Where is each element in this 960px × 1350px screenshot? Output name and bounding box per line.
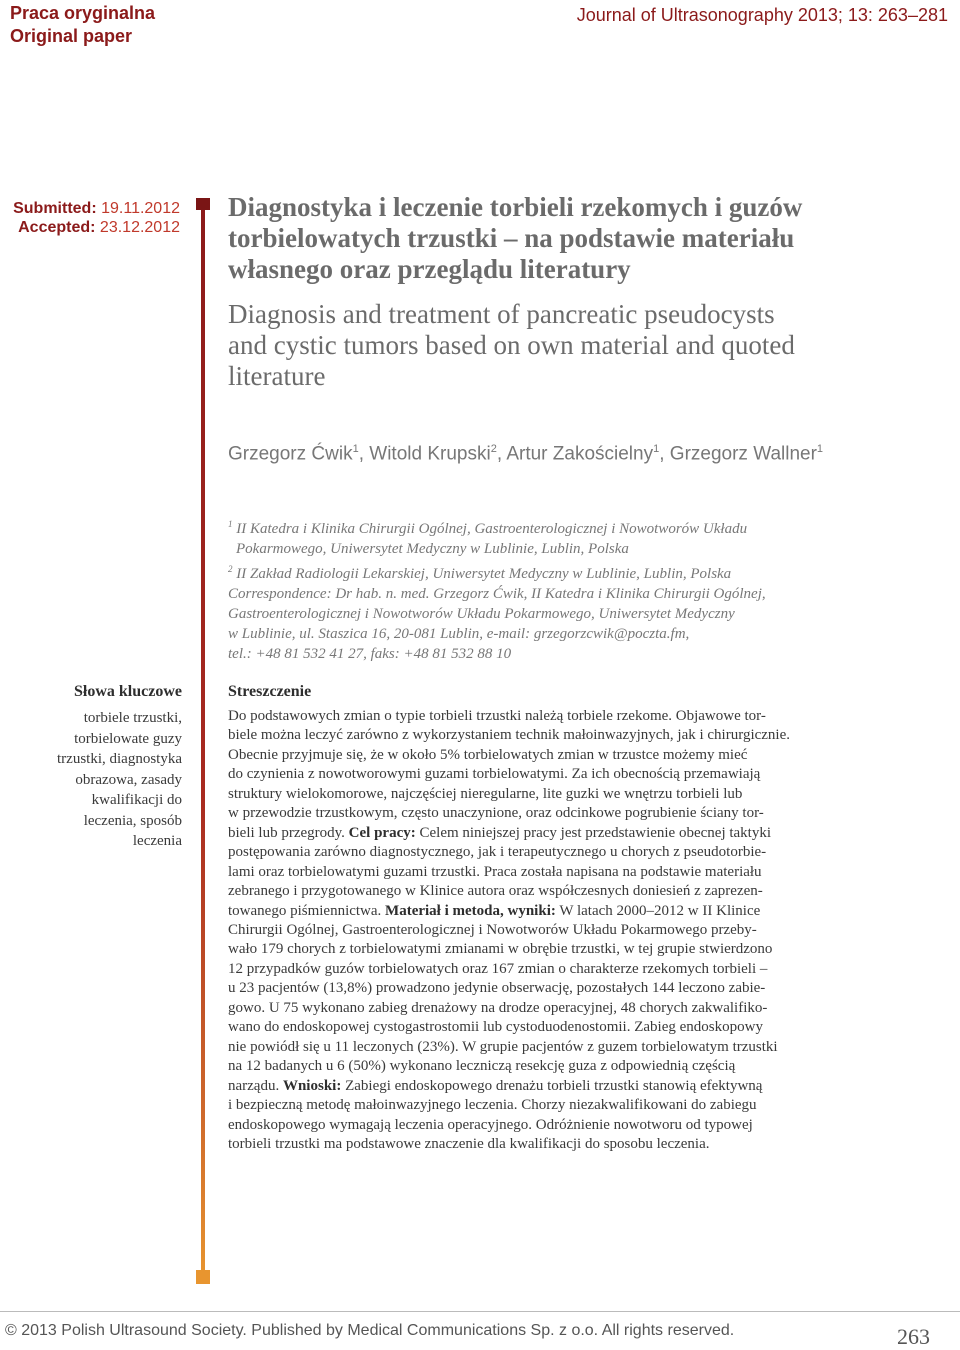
author-name: Grzegorz Wallner bbox=[669, 443, 817, 465]
accepted-date bbox=[8, 218, 180, 237]
keyword-line: kwalifikacji do bbox=[91, 792, 182, 808]
submitted-label: Submitted: bbox=[13, 200, 97, 217]
correspondence-line: Gastroenterologicznej i Nowotworów Układu Pokarmowego, Uniwersytet Medyczny bbox=[228, 606, 735, 622]
section-label-pl: Praca oryginalna bbox=[10, 3, 156, 23]
decorative-vertical-bar bbox=[201, 204, 205, 1278]
abstract-text: bieli lub przegrody. bbox=[228, 824, 349, 841]
abstract-line bbox=[228, 1077, 928, 1096]
submission-dates bbox=[8, 199, 180, 237]
affiliation-1 bbox=[228, 514, 928, 539]
abstract-line: postępowania zarówno diagnostycznego, jak i terapeutycznego u chorych z pseudotorbie- bbox=[228, 844, 767, 861]
title-pl-line: własnego oraz przeglądu literatury bbox=[228, 254, 631, 284]
accepted-value: 23.12.2012 bbox=[99, 219, 180, 236]
correspondence-line: tel.: +48 81 532 41 27, faks: +48 81 532 88 10 bbox=[228, 646, 512, 662]
affiliation-2 bbox=[228, 559, 928, 584]
abstract-line: Do podstawowych zmian o typie torbieli trzustki należą torbiele rzekome. Objawowe tor- bbox=[228, 708, 766, 724]
footer-divider bbox=[0, 1311, 960, 1312]
section-label-en: Original paper bbox=[10, 26, 133, 46]
abstract-section-label: Materiał i metoda, wyniki: bbox=[385, 902, 556, 919]
author-separator: , bbox=[358, 443, 370, 465]
abstract-line: Obecnie przyjmuje się, że w około 5% torbielowatych zmian w trzustce możemy mieć bbox=[228, 746, 748, 763]
abstract-text: narządu. bbox=[228, 1077, 283, 1094]
abstract-line: do czynienia z nowotworowymi guzami torbielowatymi. Za ich obecnością przemawiają bbox=[228, 766, 761, 783]
keyword-line: trzustki, diagnostyka bbox=[57, 751, 182, 767]
abstract-line: struktury wielokomorowe, najczęściej nieregularne, lite guzki we wnętrzu torbieli lub bbox=[228, 785, 743, 802]
abstract-line: nie powiódł się u 11 leczonych (23%). W grupie pacjentów z guzem torbielowatym trzustki bbox=[228, 1038, 778, 1055]
abstract-line: endoskopowego wymagają leczenia operacyjnego. Odróżnienie nowotworu od typowej bbox=[228, 1116, 753, 1133]
abstract-line: torbieli trzustki ma podstawowe znaczenie dla kwalifikacji do sposobu leczenia. bbox=[228, 1135, 710, 1152]
affiliation-text: II Katedra i Klinika Chirurgii Ogólnej, Gastroenterologicznej i Nowotworów Układu bbox=[232, 521, 748, 537]
keywords-heading: Słowa kluczowe bbox=[74, 683, 182, 700]
author-separator: , bbox=[659, 443, 670, 465]
keyword-line: torbiele trzustki, bbox=[83, 710, 182, 726]
affiliation-1-cont: Pokarmowego, Uniwersytet Medyczny w Lublinie, Lublin, Polska bbox=[236, 541, 629, 557]
author-list bbox=[228, 443, 823, 465]
abstract-text: W latach 2000–2012 w II Klinice bbox=[555, 902, 761, 919]
article-title-english bbox=[228, 299, 928, 392]
title-en-line: literature bbox=[228, 361, 326, 391]
journal-citation: Journal of Ultrasonography 2013; 13: 263–281 bbox=[576, 5, 948, 25]
page-number: 263 bbox=[897, 1324, 930, 1349]
submitted-date bbox=[8, 199, 180, 218]
title-pl-line: torbielowatych trzustki – na podstawie materiału bbox=[228, 223, 795, 253]
keyword-line: torbielowate guzy bbox=[74, 730, 182, 747]
author-name: Witold Krupski bbox=[369, 443, 491, 465]
author-affiliation-mark: 1 bbox=[653, 443, 660, 455]
abstract-line: Chirurgii Ogólnej, Gastroenterologicznej i Nowotworów Układu Pokarmowego przeby- bbox=[228, 921, 757, 938]
bar-cap-top bbox=[196, 198, 210, 210]
correspondence-line: Correspondence: Dr hab. n. med. Grzegorz Ćwik, II Katedra i Klinika Chirurgii Ogólnej, bbox=[228, 586, 766, 602]
abstract-section-label: Cel pracy: bbox=[348, 824, 416, 841]
abstract-line: lami oraz torbielowatymi guzami trzustki. Praca została napisana na podstawie materiału bbox=[228, 863, 762, 880]
abstract-line: wało 179 chorych z torbielowatymi zmianami w obrębie trzustki, w tej grupie stwierdzono bbox=[228, 941, 773, 958]
abstract-line: zebranego i przygotowanego w Klinice autora oraz współczesnych doniesień z zaprezen- bbox=[228, 883, 763, 900]
affiliation-text: II Zakład Radiologii Lekarskiej, Uniwersytet Medyczny w Lublinie, Lublin, Polska bbox=[232, 566, 732, 582]
affiliation-number: 1 bbox=[228, 519, 233, 529]
author-affiliation-mark: 1 bbox=[816, 443, 824, 455]
abstract-text: Celem niniejszej pracy jest przedstawienie obecnej taktyki bbox=[415, 824, 772, 841]
abstract-line: i bezpieczną metodę małoinwazyjnego leczenia. Chorzy niezakwalifikowani do zabiegu bbox=[228, 1097, 757, 1114]
abstract-text: towanego piśmiennictwa. bbox=[228, 902, 386, 919]
section-label bbox=[10, 2, 155, 48]
author-affiliation-mark: 1 bbox=[352, 443, 359, 455]
abstract-line bbox=[228, 902, 928, 921]
article-title-polish bbox=[228, 192, 928, 285]
accepted-label: Accepted: bbox=[18, 219, 96, 236]
abstract-line: u 23 pacjentów (13,8%) prowadzono jedynie obserwację, pozostałych 144 leczono zabie- bbox=[228, 980, 766, 997]
author-name: Artur Zakościelny bbox=[506, 443, 654, 465]
abstract-line: biele można leczyć zarówno z wykorzystaniem technik małoinwazyjnych, jak i chirurgicznie. bbox=[228, 727, 791, 744]
title-en-line: Diagnosis and treatment of pancreatic pseudocysts bbox=[228, 299, 775, 329]
abstract-line: wano do endoskopowej cystogastrostomii lub cystoduodenostomii. Zabieg endoskopowy bbox=[228, 1019, 763, 1036]
abstract-line: gowo. U 75 wykonano zabieg drenażowy na drodze operacyjnej, 48 chorych zakwalifiko- bbox=[228, 999, 768, 1016]
keyword-line: leczenia, sposób bbox=[83, 812, 182, 829]
abstract-text: Zabiegi endoskopowego drenażu torbieli trzustki stanowią efektywną bbox=[341, 1077, 763, 1094]
author-affiliation-mark: 2 bbox=[490, 443, 497, 455]
bar-cap-bottom bbox=[196, 1270, 210, 1284]
author-name: Grzegorz Ćwik bbox=[228, 443, 353, 465]
author-separator: , bbox=[496, 443, 507, 465]
title-pl-line: Diagnostyka i leczenie torbieli rzekomych i guzów bbox=[228, 192, 803, 222]
abstract-body bbox=[228, 707, 928, 1154]
submitted-value: 19.11.2012 bbox=[101, 200, 180, 217]
abstract-line: na 12 badanych u 6 (50%) wykonano leczniczą resekcję guza z odpowiednią częścią bbox=[228, 1058, 736, 1075]
keywords-list bbox=[8, 708, 182, 852]
affiliation-number: 2 bbox=[228, 564, 233, 574]
title-en-line: and cystic tumors based on own material and quoted bbox=[228, 330, 795, 360]
keyword-line: obrazowa, zasady bbox=[75, 771, 182, 788]
abstract-line: 12 przypadków guzów torbielowatych oraz 167 zmian o charakterze rzekomych torbieli – bbox=[228, 960, 768, 977]
abstract-line bbox=[228, 824, 928, 843]
footer-copyright: © 2013 Polish Ultrasound Society. Published by Medical Communications Sp. z o.o. All rights reserved. bbox=[5, 1322, 735, 1339]
abstract-heading: Streszczenie bbox=[228, 683, 312, 700]
correspondence-line: w Lublinie, ul. Staszica 16, 20-081 Lublin, e-mail: grzegorzcwik@poczta.fm, bbox=[228, 626, 690, 642]
abstract-section-label: Wnioski: bbox=[282, 1077, 342, 1094]
abstract-line: w przewodzie trzustkowym, często unaczynione, oraz odcinkowe pogrubienie ściany tor- bbox=[228, 805, 764, 822]
keyword-line: leczenia bbox=[132, 833, 182, 849]
affiliations bbox=[228, 514, 928, 664]
